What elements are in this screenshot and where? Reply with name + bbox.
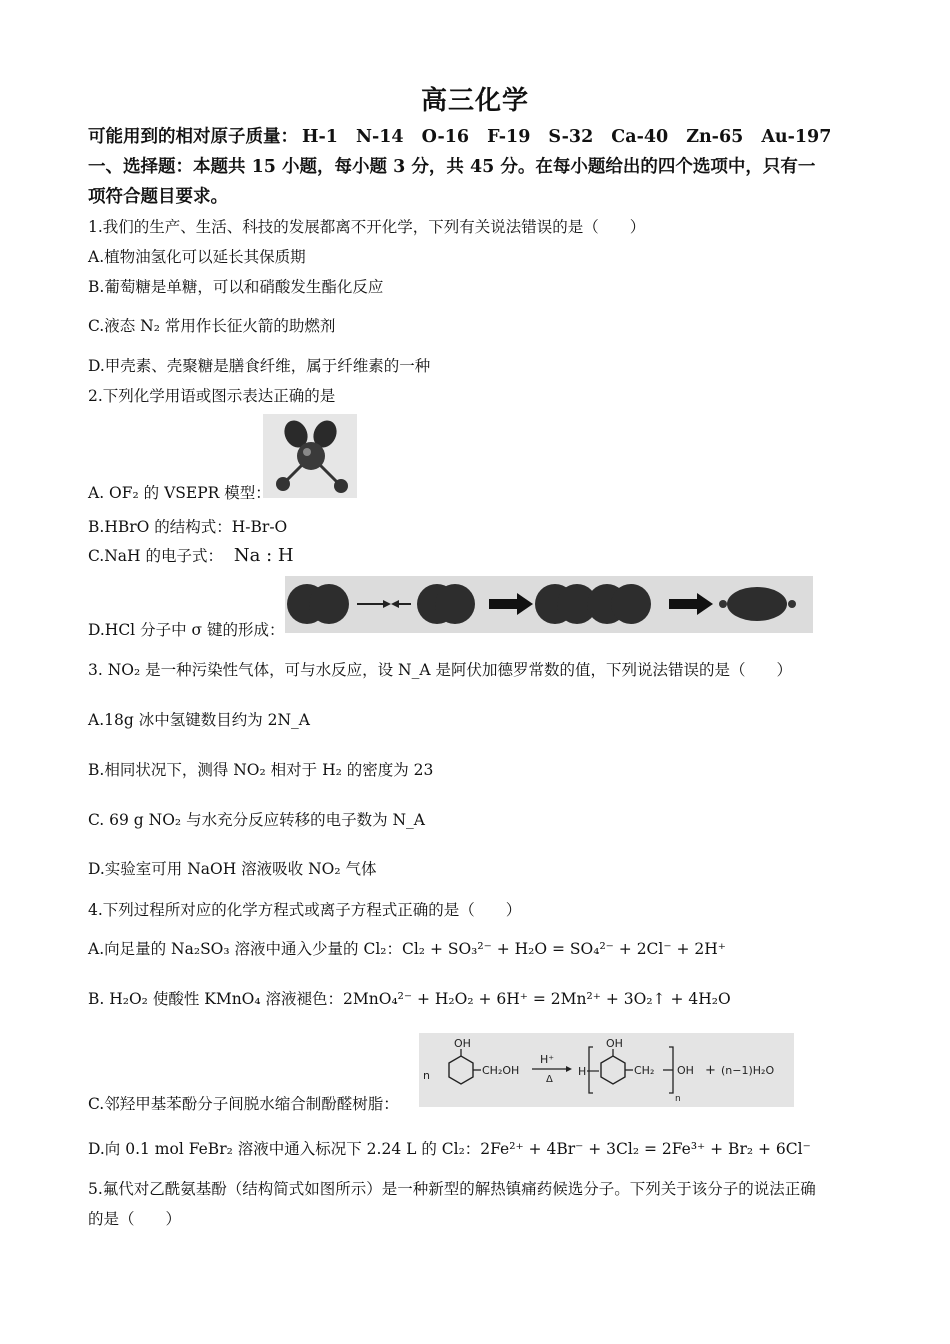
- mass-s: S-32: [548, 127, 594, 147]
- reaction-oh1: OH: [454, 1037, 471, 1050]
- mass-zn: Zn-65: [686, 127, 744, 147]
- q3-option-a: A.18g 冰中氢键数目约为 2N_A: [88, 711, 310, 729]
- q4-stem: 4.下列过程所对应的化学方程式或离子方程式正确的是（ ）: [88, 901, 522, 919]
- atomic-mass-line: [88, 126, 868, 148]
- mass-n: N-14: [355, 127, 404, 147]
- reaction-h: H: [578, 1065, 587, 1078]
- page-title: 高三化学: [420, 86, 529, 116]
- q2-option-d: D.HCl 分子中 σ 键的形成：: [88, 621, 285, 639]
- q4-option-c: C.邻羟甲基苯酚分子间脱水缩合制酚醛树脂：: [88, 1095, 399, 1113]
- mass-ca: Ca-40: [611, 127, 669, 147]
- reaction-oh-end: OH: [677, 1064, 694, 1077]
- q2-option-c-label: C.NaH 的电子式：: [88, 547, 223, 565]
- reaction-n-sub: n: [675, 1094, 681, 1104]
- q1-option-c: C.液态 N₂ 常用作长征火箭的助燃剂: [88, 317, 336, 335]
- q4-option-b: B. H₂O₂ 使酸性 KMnO₄ 溶液褪色：2MnO₄²⁻ + H₂O₂ + 6H⁺ = 2Mn²⁺ + 3O₂↑ + 4H₂O: [88, 990, 731, 1008]
- q3-stem: 3. NO₂ 是一种污染性气体，可与水反应，设 N_A 是阿伏加德罗常数的值，下列说法错误的是（ ）: [88, 661, 792, 679]
- q4-option-a: A.向足量的 Na₂SO₃ 溶液中通入少量的 Cl₂：Cl₂ + SO₃²⁻ + H₂O = SO₄²⁻ + 2Cl⁻ + 2H⁺: [88, 940, 726, 958]
- section-heading-line1: 一、选择题：本题共 15 小题，每小题 3 分，共 45 分。在每小题给出的四个选项中，只有一: [88, 157, 816, 177]
- q5-stem-line2: 的是（ ）: [88, 1210, 182, 1228]
- q1-option-d: D.甲壳素、壳聚糖是膳食纤维，属于纤维素的一种: [88, 357, 431, 375]
- q3-option-d: D.实验室可用 NaOH 溶液吸收 NO₂ 气体: [88, 860, 377, 878]
- reaction-oh2: OH: [606, 1037, 623, 1050]
- mass-h: H-1: [302, 127, 338, 147]
- reaction-ch2oh: CH₂OH: [482, 1064, 520, 1077]
- reaction-condition: Δ: [546, 1074, 553, 1085]
- q2-option-c: [88, 545, 868, 567]
- reaction-plus: +: [705, 1063, 716, 1078]
- reaction-water: (n−1)H₂O: [721, 1064, 775, 1077]
- nah-electron-formula: Na : H: [233, 545, 294, 566]
- q4-option-d: D.向 0.1 mol FeBr₂ 溶液中通入标况下 2.24 L 的 Cl₂：2Fe²⁺ + 4Br⁻ + 3Cl₂ = 2Fe³⁺ + Br₂ + 6Cl⁻: [88, 1140, 811, 1158]
- reaction-ch2: CH₂: [634, 1064, 655, 1077]
- q1-option-b: B.葡萄糖是单糖，可以和硝酸发生酯化反应: [88, 278, 384, 296]
- reaction-catalyst: H⁺: [540, 1053, 555, 1066]
- mass-au: Au-197: [761, 127, 832, 147]
- q1-option-a: A.植物油氢化可以延长其保质期: [88, 248, 306, 266]
- q3-option-c: C. 69 g NO₂ 与水充分反应转移的电子数为 N_A: [88, 811, 426, 829]
- q2-stem: 2.下列化学用语或图示表达正确的是: [88, 387, 336, 405]
- q3-option-b: B.相同状况下，测得 NO₂ 相对于 H₂ 的密度为 23: [88, 761, 434, 779]
- section-heading-line2: 项符合题目要求。: [88, 187, 228, 207]
- q2-option-b: B.HBrO 的结构式：H-Br-O: [88, 518, 288, 536]
- q2-option-a: A. OF₂ 的 VSEPR 模型：: [88, 484, 271, 502]
- mass-o: O-16: [421, 127, 470, 147]
- mass-f: F-19: [487, 127, 531, 147]
- q5-stem-line1: 5.氟代对乙酰氨基酚（结构简式如图所示）是一种新型的解热镇痛药候选分子。下列关于该分子的说法正确: [88, 1180, 816, 1198]
- atomic-mass-label: 可能用到的相对原子质量：: [88, 127, 298, 147]
- reaction-n-left: n: [423, 1069, 430, 1082]
- q1-stem: 1.我们的生产、生活、科技的发展都离不开化学，下列有关说法错误的是（ ）: [88, 218, 646, 236]
